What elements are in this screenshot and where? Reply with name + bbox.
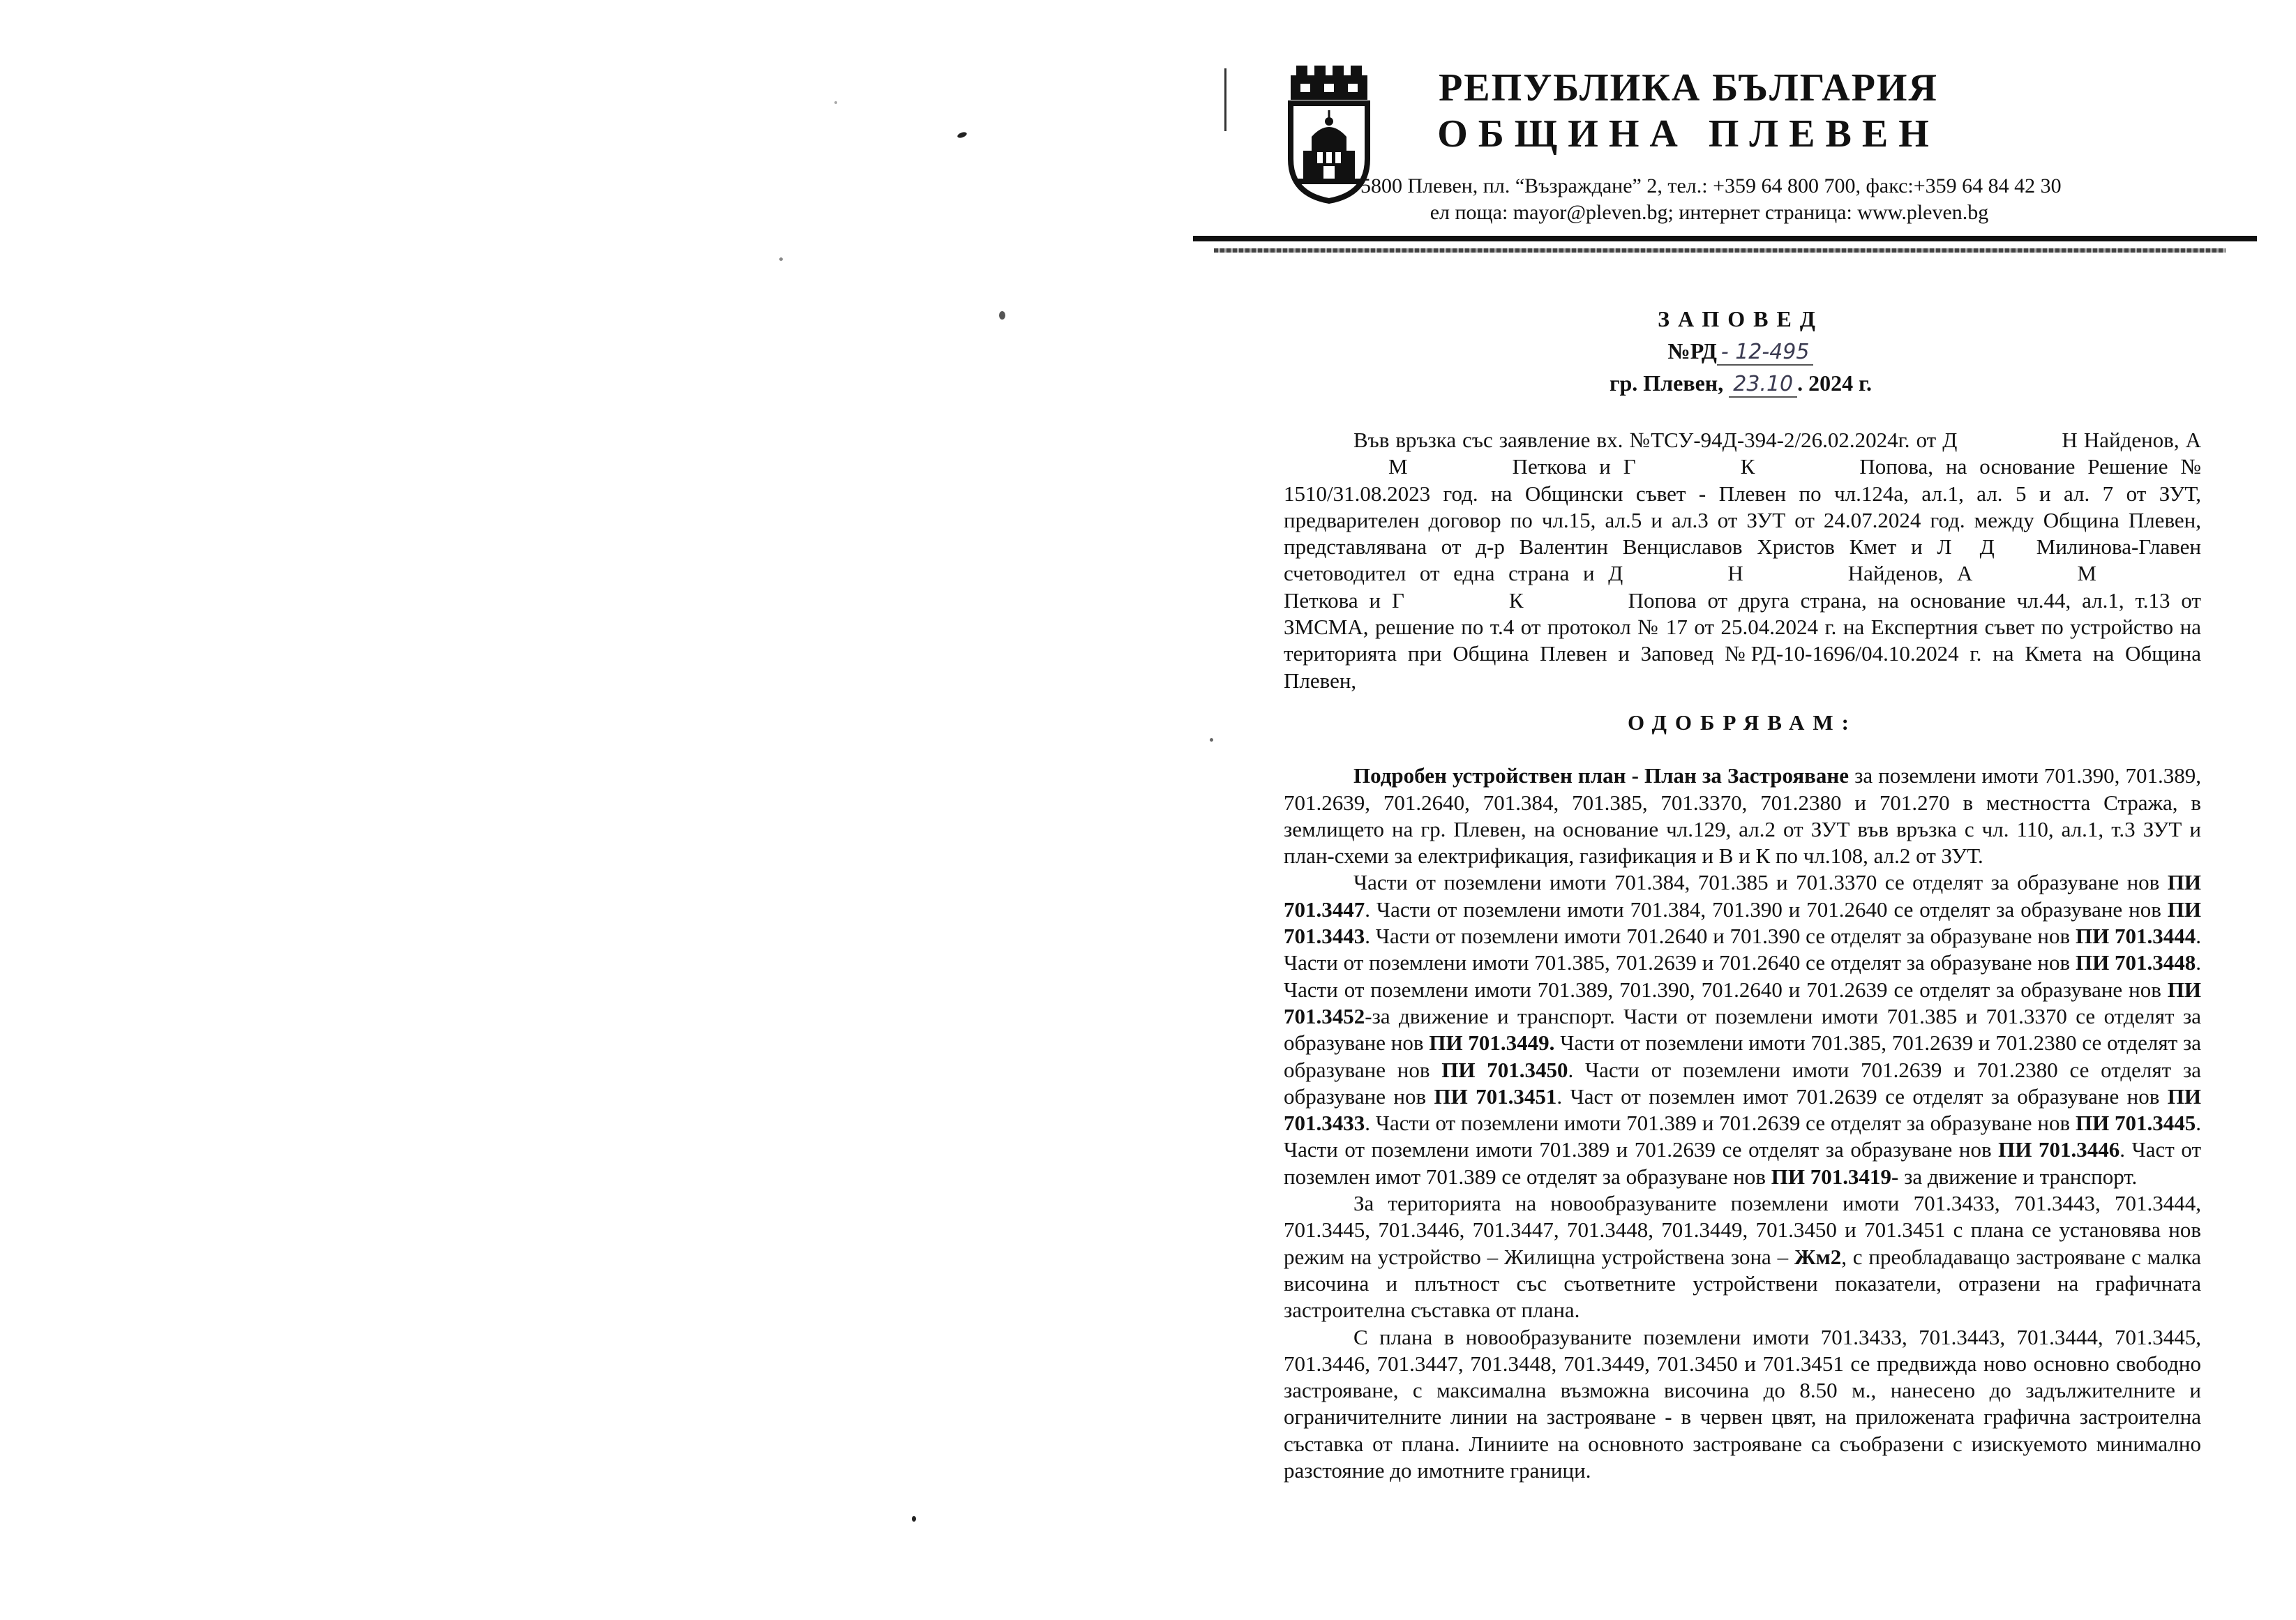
date-prefix: гр. Плевен, <box>1609 370 1724 396</box>
order-number <box>1277 335 2205 367</box>
date-suffix: . 2024 г. <box>1797 370 1873 396</box>
building-paragraph: С плана в новообразуваните поземлени имоти 701.3433, 701.3443, 701.3444, 701.3445, 701.3446, 701.3447, 701.3448, 701.3449, 701.3450 и 701.3451 се предвижда ново основно свободно застрояване, с максимална възможна височина до 8.50 м., нанесено до задължителните и ограничителните линии на застрояване - в червен цвят, на приложената графична застроителна съставка от плана. Линиите на основното застрояване са съобразени с изискуемото минимално разстояние до имотните граници. <box>1284 1324 2201 1483</box>
scan-speck <box>1210 738 1213 742</box>
scan-speck <box>999 311 1005 320</box>
republic-title: РЕПУБЛИКА БЪЛГАРИЯ <box>1439 66 1938 110</box>
scan-speck <box>912 1516 916 1522</box>
address-line: 5800 Плевен, пл. “Възраждане” 2, тел.: +359 64 800 700, факс:+359 64 84 42 30 <box>1360 174 2062 197</box>
scan-speck <box>834 101 837 104</box>
order-heading <box>1277 303 2205 399</box>
header-rule-dotted <box>1214 248 2226 253</box>
parcels-paragraph: Части от поземлени имоти 701.384, 701.385 и 701.3370 се отделят за образуване нов ПИ 701.3447. Части от поземлени имоти 701.384, 701.390 и 701.2640 се отделят за образуване нов ПИ 701.3443. Части от поземлени имоти 701.2640 и 701.390 се отделят за образуване нов ПИ 701.3444. Части от поземлени имоти 701.385, 701.2639 и 701.2640 се отделят за образуване нов ПИ 701.3448. Части от поземлени имоти 701.389, 701.390, 701.2640 и 701.2639 се отделят за образуване нов ПИ 701.3452-за движение и транспорт. Части от поземлени имоти 701.385 и 701.3370 се отделят за образуване нов ПИ 701.3449. Части от поземлени имоти 701.385, 701.2639 и 701.2380 се отделят за образуване нов ПИ 701.3450. Части от поземлени имоти 701.2639 и 701.2380 се отделят за образуване нов ПИ 701.3451. Част от поземлен имот 701.2639 се отделят за образуване нов ПИ 701.3433. Части от поземлени имоти 701.389 и 701.2639 се отделят за образуване нов ПИ 701.3445. Части от поземлени имоти 701.389 и 701.2639 се отделят за образуване нов ПИ 701.3446. Част от поземлен имот 701.389 се отделят за образуване нов ПИ 701.3419- за движение и транспорт. <box>1284 870 2202 1189</box>
order-number-prefix: №РД <box>1667 338 1717 363</box>
plan-paragraph: Подробен устройствен план - План за Застрояване за поземлени имоти 701.390, 701.389, 701.2639, 701.2640, 701.384, 701.385, 701.3370, 701.2380 и 701.270 в местността Стража, в землището на гр. Плевен, на основание чл.129, ал.2 от ЗУТ във връзка с чл. 110, ал.1, т.3 ЗУТ и план-схеми за електрификация, газификация и В и К по чл.108, ал.2 от ЗУТ. <box>1284 763 2202 869</box>
scan-speck <box>779 257 783 261</box>
email-web-line: ел поща: mayor@pleven.bg; интернет страница: www.pleven.bg <box>1430 201 1989 224</box>
municipality-title: ОБЩИНА ПЛЕВЕН <box>1437 112 1939 156</box>
letterhead <box>1200 56 2267 265</box>
zone-paragraph: За територията на новообразуваните поземлени имоти 701.3433, 701.3443, 701.3444, 701.3445, 701.3446, 701.3447, 701.3448, 701.3449, 701.3450 и 701.3451 с плана се установява нов режим на устройство – Жилищна устройствена зона – Жм2, с преобладаващо застрояване с малка височина и плътност със съответните устройствени показатели, отразени на графичната застроителна съставка от плана. <box>1284 1191 2201 1323</box>
handwritten-order-number: - 12-495 <box>1717 340 1814 366</box>
intro-paragraph: Във връзка със заявление вх. №ТСУ-94Д-394-2/26.02.2024г. от Д Н Найденов, АМ Петкова и Г К Попова, на основание Решение № 1510/31.08.2023 год. на Общински съвет - Плевен по чл.124а, ал.1, ал. 5 и ал. 7 от ЗУТ, предварителен договор по чл.15, ал.5 и ал.3 от ЗУТ от 24.07.2024 год. между Община Плевен, представлявана от д-р Валентин Венциславов Христов Кмет и Л Д Милинова-Главен счетоводител от една страна и Д Н Найденов, А МПеткова и Г К Попова от друга страна, на основание чл.44, ал.1, т.13 от ЗМСМА, решение по т.4 от протокол № 17 от 25.04.2024 г. на Експертния съвет по устройство на територията при Община Плевен и Заповед №РД-10-1696/04.10.2024 г. на Кмета на Община Плевен, <box>1284 428 2201 693</box>
order-title: ЗАПОВЕД <box>1658 306 1824 331</box>
scan-speck <box>956 131 968 139</box>
order-body <box>1284 427 2201 1484</box>
handwritten-date: 23.10 <box>1729 372 1797 398</box>
approve-heading: ОДОБРЯВАМ: <box>1628 710 1857 735</box>
order-date <box>1277 367 2205 399</box>
header-rule <box>1193 236 2257 241</box>
